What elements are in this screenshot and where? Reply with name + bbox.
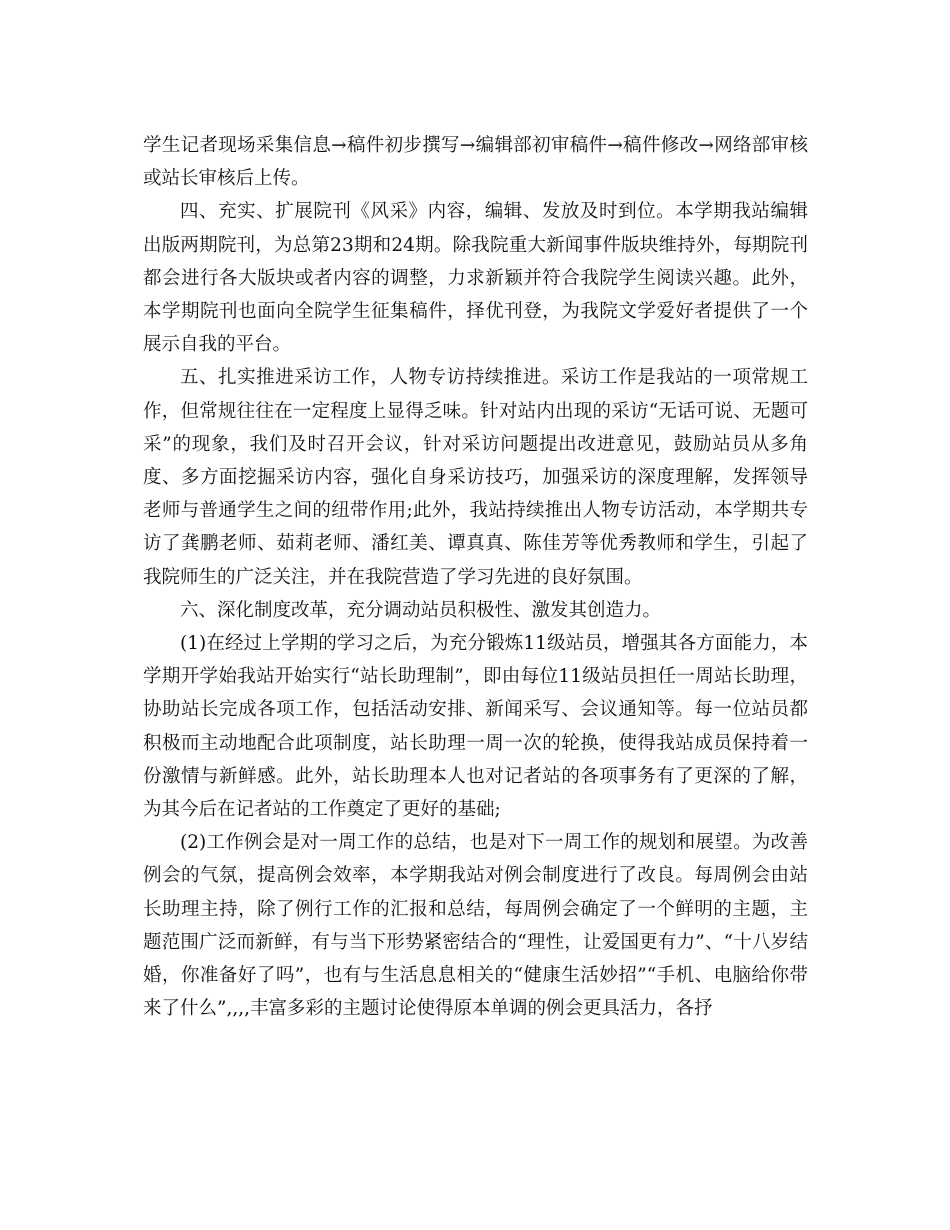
paragraph-workflow-continuation: 学生记者现场采集信息→稿件初步撰写→编辑部初审稿件→稿件修改→网络部审核或站长审核后上传。 [143, 135, 808, 190]
paragraph-section-five-interviews: 五、扎实推进采访工作，人物专访持续推进。采访工作是我站的一项常规工作，但常规往往在一定程度上显得乏味。针对站内出现的采访“无话可说、无题可采”的现象，我们及时召开会议，针对采访问题提出改进意见，鼓励站员从多角度、多方面挖掘采访内容，强化自身采访技巧，加强采访的深度理解，发挥领导老师与普通学生之间的纽带作用;此外，我站持续推出人物专访活动，本学期共专访了龚鹏老师、茹莉老师、潘红美、谭真真、陈佳芳等优秀教师和学生，引起了我院师生的广泛关注，并在我院营造了学习先进的良好氛围。 [143, 367, 808, 588]
paragraph-section-six-heading: 六、深化制度改革，充分调动站员积极性、激发其创造力。 [180, 599, 662, 621]
paragraph-item-two-weekly-meeting: (2)工作例会是对一周工作的总结，也是对下一周工作的规划和展望。为改善例会的气氛，提高例会效率，本学期我站对例会制度进行了改良。每周例会由站长助理主持，除了例行工作的汇报和总结，每周例会确定了一个鲜明的主题，主题范围广泛而新鲜，有与当下形势紧密结合的“理性，让爱国更有力”、“十八岁结婚，你准备好了吗”，也有与生活息息相关的“健康生活妙招”“手机、电脑给你带来了什么”,,,,丰富多彩的主题讨论使得原本单调的例会更具活力，各抒 [143, 832, 808, 1020]
paragraph-section-four-journal: 四、充实、扩展院刊《风采》内容，编辑、发放及时到位。本学期我站编辑出版两期院刊，为总第23期和24期。除我院重大新闻事件版块维持外，每期院刊都会进行各大版块或者内容的调整，力求新颖并符合我院学生阅读兴趣。此外，本学期院刊也面向全院学生征集稿件，择优刊登，为我院文学爱好者提供了一个展示自我的平台。 [143, 201, 808, 356]
document-body [143, 129, 808, 1025]
paragraph-item-one-assistant-system: (1)在经过上学期的学习之后，为充分锻炼11级站员，增强其各方面能力，本学期开学始我站开始实行“站长助理制”，即由每位11级站员担任一周站长助理，协助站长完成各项工作，包括活动安排、新闻采写、会议通知等。每一位站员都积极而主动地配合此项制度，站长助理一周一次的轮换，使得我站成员保持着一份激情与新鲜感。此外，站长助理本人也对记者站的各项事务有了更深的了解，为其今后在记者站的工作奠定了更好的基础; [143, 633, 808, 821]
